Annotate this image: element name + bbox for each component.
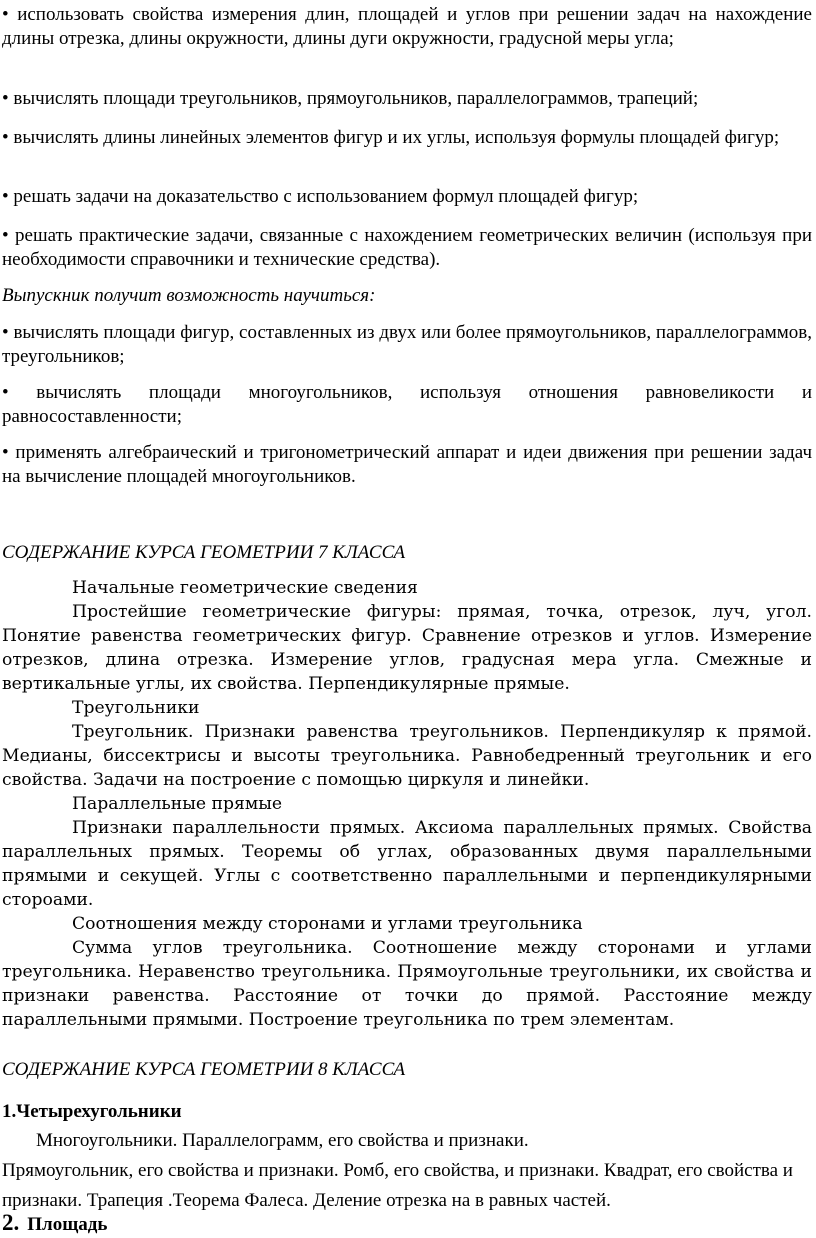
bullet-measurement: • использовать свойства измерения длин, площадей и углов при решении задач на нахождение длины отрезка, длины окружности, длины дуги окружности, градусной меры угла;	[2, 4, 812, 49]
section-quadrilaterals-text	[2, 1126, 812, 1216]
section-quadrilaterals-line2: Прямоугольник, его свойства и признаки. Ромб, его свойства, и признаки. Квадрат, его свойства и признаки. Трапеция .Теорема Фалеса. Деление отрезка на в равных частей.	[2, 1160, 793, 1211]
topic-title: Начальные геометрические сведения	[72, 578, 418, 598]
bullet-proof-tasks: • решать задачи на доказательство с использованием формул площадей фигур;	[2, 186, 639, 207]
topic-title: Параллельные прямые	[72, 794, 283, 814]
topic-text: Сумма углов треугольника. Соотношение между сторонами и углами треугольника. Неравенство треугольника. Прямоугольные треугольники, их свойства и признаки равенства. Расстояние от точки до прямой. Расстояние между параллельными прямыми. Построение треугольника по трем элементам.	[2, 938, 812, 1030]
topic-title: Треугольники	[72, 698, 200, 718]
bullet-areas: • вычислять площади треугольников, прямоугольников, параллелограммов, трапеций;	[2, 88, 699, 109]
topic-text: Треугольник. Признаки равенства треугольников. Перпендикуляр к прямой. Медианы, биссектрисы и высоты треугольника. Равнобедренный треугольник и его свойства. Задачи на построение с помощью циркуля и линейки.	[2, 722, 812, 790]
section-quadrilaterals-title: 1.Четырехугольники	[2, 1101, 182, 1122]
grade7-heading: СОДЕРЖАНИЕ КУРСА ГЕОМЕТРИИ 7 КЛАССА	[2, 542, 406, 563]
opportunity-heading: Выпускник получит возможность научиться:	[2, 285, 376, 306]
bullet-practical-tasks: • решать практические задачи, связанные с нахождением геометрических величин (используя при необходимости справочники и технические средства).	[2, 225, 812, 270]
section-area-title	[2, 1210, 107, 1238]
grade7-content	[2, 576, 812, 1032]
topic-text: Простейшие геометрические фигуры: прямая, точка, отрезок, луч, угол. Понятие равенства геометрических фигур. Сравнение отрезков и углов. Измерение отрезков, длина отрезка. Измерение углов, градусная мера угла. Смежные и вертикальные углы, их свойства. Перпендикулярные прямые.	[2, 602, 812, 694]
grade8-heading: СОДЕРЖАНИЕ КУРСА ГЕОМЕТРИИ 8 КЛАССА	[2, 1059, 406, 1080]
bullet-linear-elements: • вычислять длины линейных элементов фигур и их углы, используя формулы площадей фигур;	[2, 127, 780, 148]
bullet-trig-apparatus: • применять алгебраический и тригонометрический аппарат и идеи движения при решении задач на вычисление площадей многоугольников.	[2, 442, 812, 487]
bullet-composite-areas: • вычислять площади фигур, составленных из двух или более прямоугольников, параллелограммов, треугольников;	[2, 322, 812, 367]
topic-text: Признаки параллельности прямых. Аксиома параллельных прямых. Свойства параллельных прямых. Теоремы об углах, образованных двумя параллельными прямыми и секущей. Углы с соответственно параллельными и перпендикулярными стороами.	[2, 818, 812, 910]
bullet-equal-areas: • вычислять площади многоугольников, используя отношения равновеликости и равносоставленности;	[2, 382, 812, 427]
section-quadrilaterals-line1: Многоугольники. Параллелограмм, его свойства и признаки.	[36, 1130, 529, 1151]
section-area-label: Площадь	[27, 1214, 108, 1235]
section-area-number: 2.	[2, 1210, 20, 1235]
topic-title: Соотношения между сторонами и углами треугольника	[72, 914, 583, 934]
